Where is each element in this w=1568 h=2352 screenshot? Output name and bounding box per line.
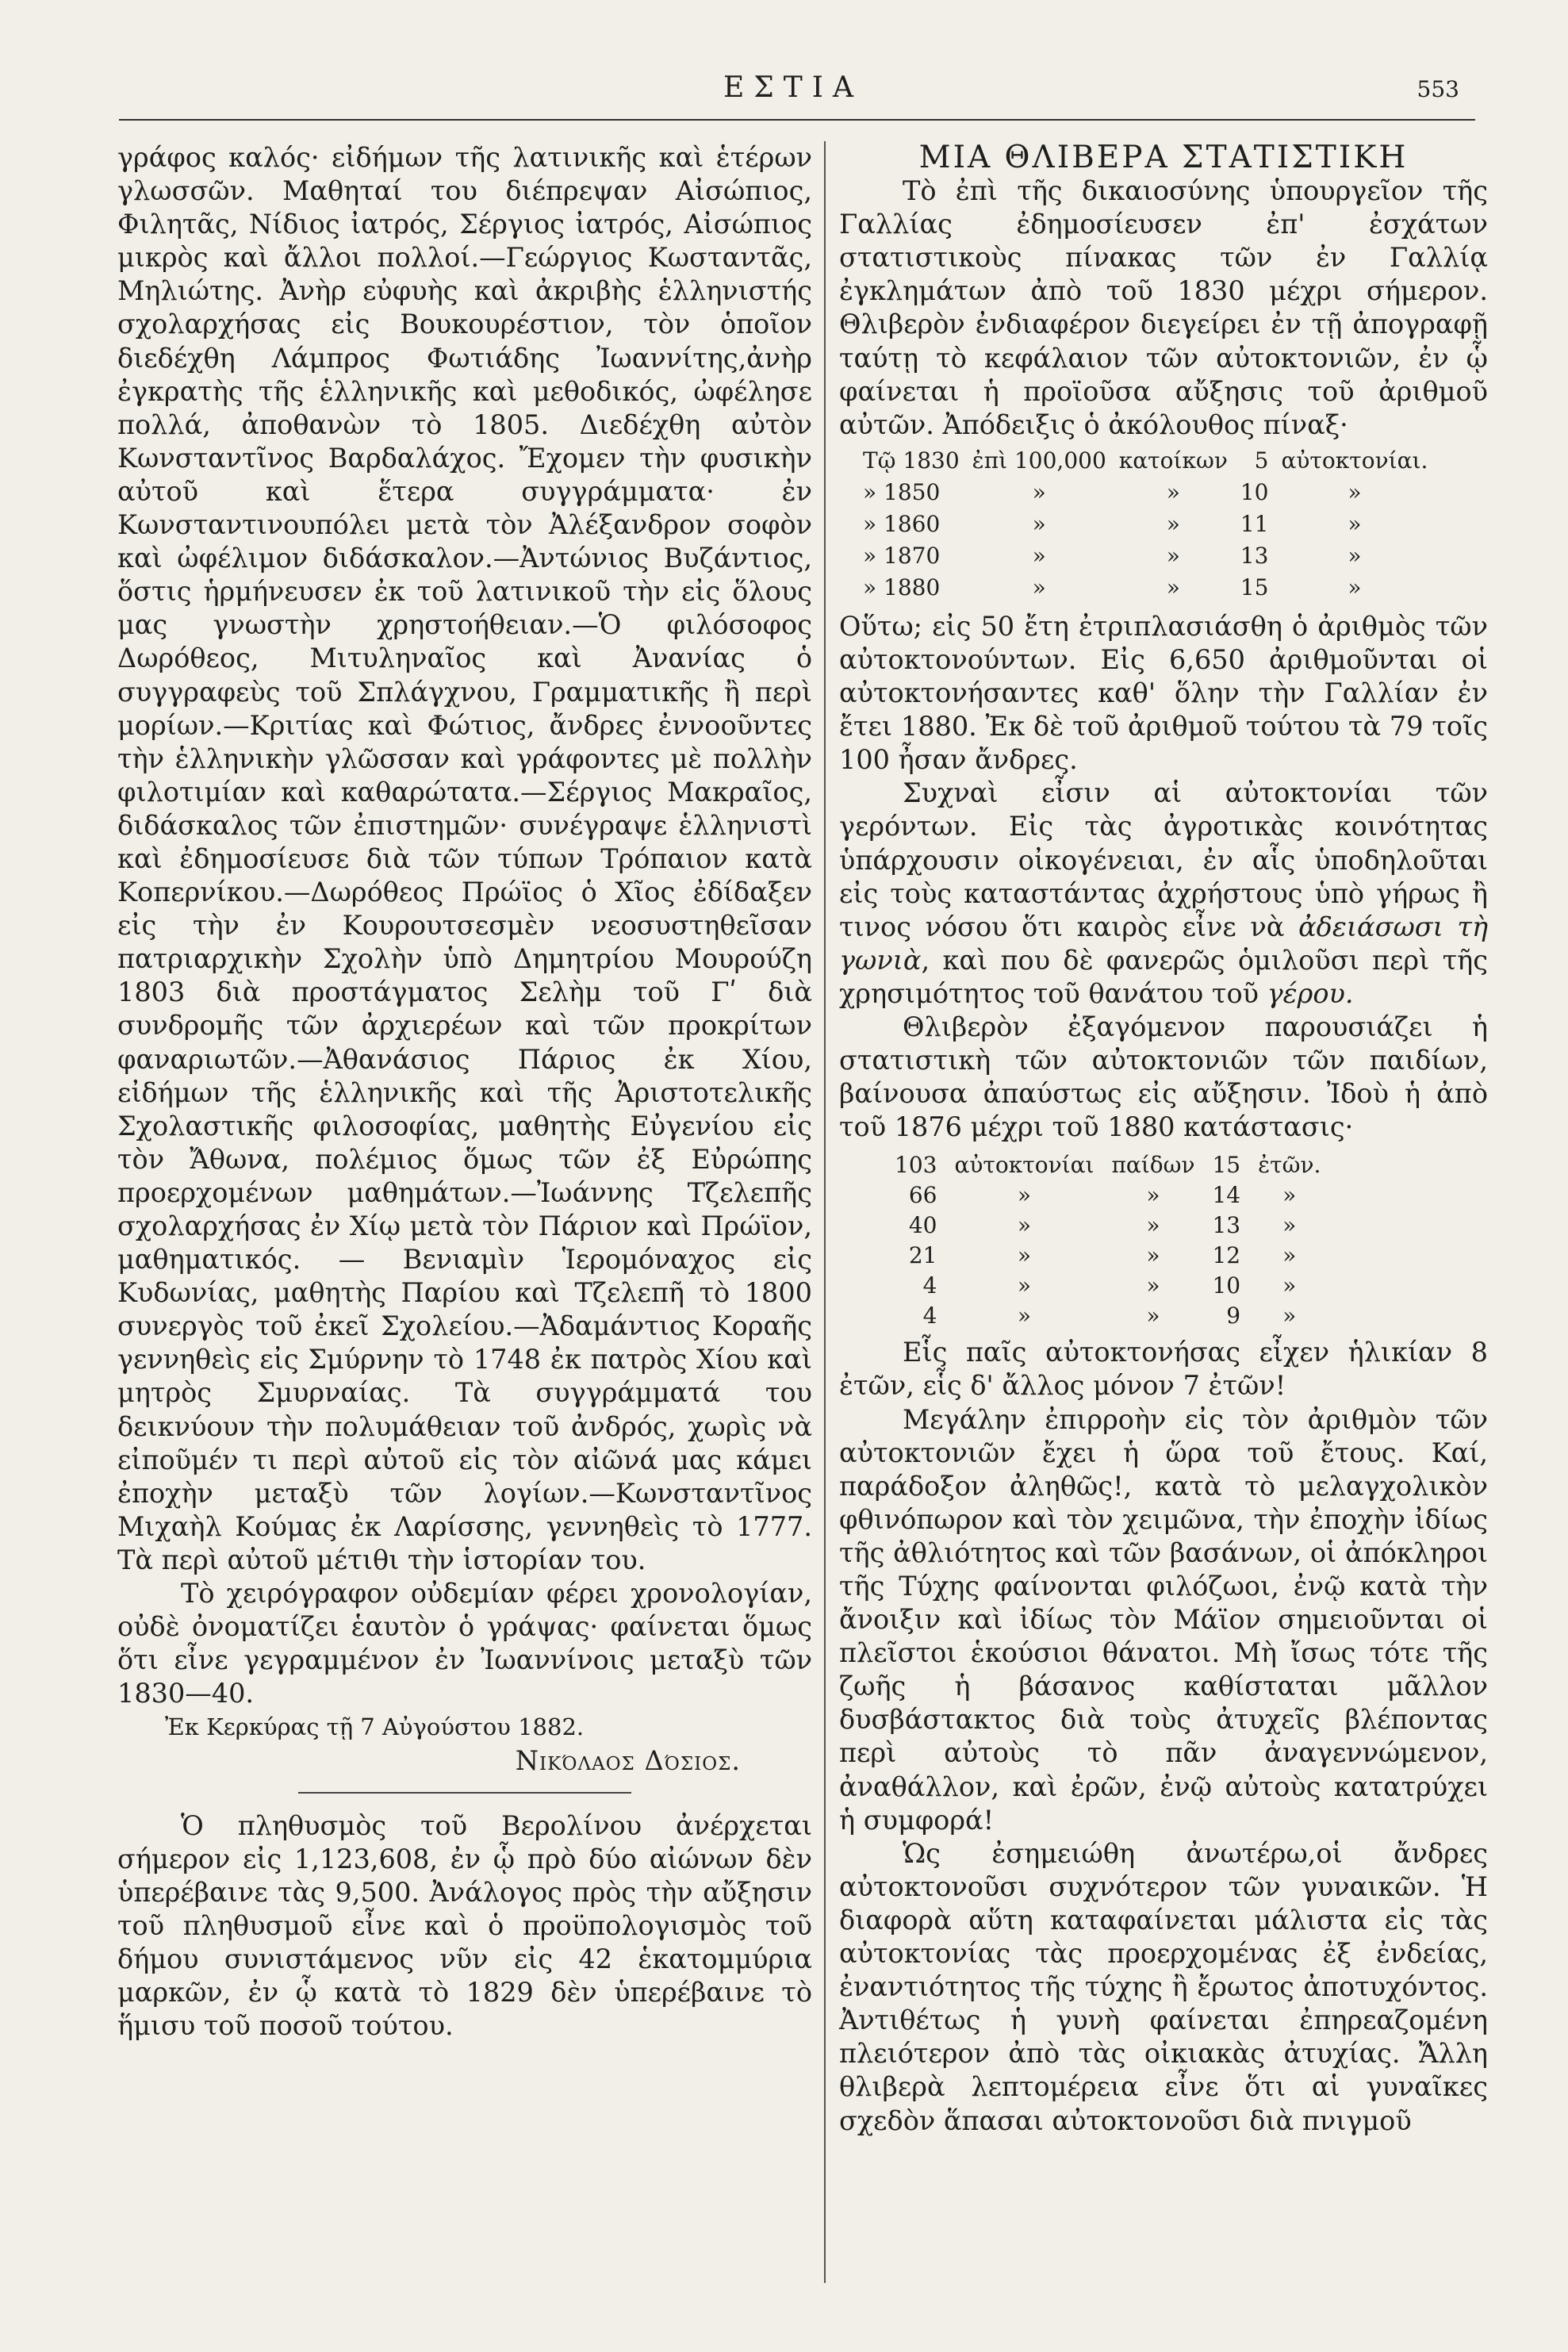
header-rule (119, 119, 1475, 121)
author-signature: Νικόλαος Δόσιος. (515, 1744, 741, 1776)
journal-title: ΕΣΤΙΑ (723, 71, 863, 104)
table-cell: » 1870 (863, 542, 941, 569)
table-row (895, 1241, 1338, 1271)
table-cell: » (1166, 542, 1180, 569)
table-cell: 14 (1212, 1182, 1241, 1209)
right-column (839, 141, 1488, 2138)
table-cell: » (1282, 1272, 1297, 1299)
children-suicide-table (895, 1150, 1338, 1331)
tripled-paragraph: Οὕτω; εἰς 50 ἔτη ἐτριπλασιάσθη ὁ ἀριθμὸς τῶν αὐτοκτονούντων. Εἰς 6,650 ἀριθμοῦνται οἱ αὐτοκτονήσαντες καθ' ὅλην τὴν Γαλλίαν ἐν ἔτει 1880. Ἐκ δὲ τοῦ ἀριθμοῦ τούτου τὰ 79 τοῖς 100 ἦσαν ἄνδρες. (839, 610, 1488, 776)
table-cell: » (1017, 1272, 1032, 1299)
table-row (895, 1301, 1338, 1331)
table-cell: 13 (1212, 1212, 1241, 1239)
table-cell: » (1032, 510, 1046, 537)
table-cell: κατοίκων (1118, 447, 1228, 474)
table-cell: 66 (908, 1182, 937, 1209)
table-cell: » (1282, 1303, 1297, 1329)
table-cell: » (1282, 1242, 1297, 1269)
dateline: Ἐκ Κερκύρας τῇ 7 Αὐγούστου 1882. (165, 1713, 585, 1741)
scholars-paragraph: γράφος καλός· εἰδήμων τῆς λατινικῆς καὶ ἑτέρων γλωσσῶν. Μαθηταί του διέπρεψαν Αἰσώπιος, Φιλητᾶς, Νίδιος ἰατρός, Σέργιος ἰατρός, Αἰσώπιος μικρὸς καὶ ἄλλοι πολλοί.—Γεώργιος Κωσταντᾶς, Μηλιώτης. Ἀνὴρ εὐφυὴς καὶ ἀκριβὴς ἑλληνιστής σχολαρχήσας εἰς Βουκουρέστιον, τὸν ὁποῖον διεδέχθη Λάμπρος Φωτιάδης Ἰωαννίτης,ἀνὴρ ἐγκρατὴς τῆς ἑλληνικῆς καὶ μεθοδικός, ὠφέλησε πολλά, ἀποθανὼν τὸ 1805. Διεδέχθη αὐτὸν Κωνσταντῖνος Βαρδαλάχος. Ἔχομεν τὴν φυσικὴν αὐτοῦ καὶ ἕτερα συγγράμματα· ἐν Κωνσταντινουπόλει μετὰ τὸν Ἀλέξανδρον σοφὸν καὶ ὠφέλιμον διδάσκαλον.—Ἀντώνιος Βυζάντιος, ὅστις ἡρμήνευσεν ἐκ τοῦ λατινικοῦ τὴν εἰς ὅλους μας γνωστὴν χρηστοήθειαν.—Ὁ φιλόσοφος Δωρόθεος, Μιτυληναῖος καὶ Ἀνανίας ὁ συγγραφεὺς τοῦ Σπλάγχνου, Γραμματικῆς ἢ περὶ μορίων.—Κριτίας καὶ Φώτιος, ἄνδρες ἐννοοῦντες τὴν ἑλληνικὴν γλῶσσαν καὶ γράφοντες μὲ πολλὴν φιλοτιμίαν καὶ καθαρώτατα.—Σέργιος Μακραῖος, διδάσκαλος τῶν ἐπιστημῶν· συνέγραψε ἑλληνιστὶ καὶ ἐδημοσίευσε διὰ τῶν τύπων Τρόπαιον κατὰ Κοπερνίκου.—Δωρόθεος Πρώϊος ὁ Χῖος ἐδίδαξεν εἰς τὴν ἐν Κουρουτσεσμὲν νεοσυστηθεῖσαν πατριαρχικὴν Σχολὴν ὑπὸ Δημητρίου Μουρούζη 1803 διὰ προστάγματος Σελὴμ τοῦ Γʹ διὰ συνδρομῆς τῶν ἀρχιερέων καὶ τῶν προκρίτων φαναριωτῶν.—Ἀθανάσιος Πάριος ἐκ Χίου, εἰδήμων τῆς ἑλληνικῆς καὶ τῆς Ἀριστοτελικῆς Σχολαστικῆς φιλοσοφίας, μαθητὴς Εὐγενίου εἰς τὸν Ἄθωνα, πολέμιος ὅμως τῶν ἐξ Εὐρώπης προερχομένων μαθημάτων.—Ἰωάννης Τζελεπῆς σχολαρχήσας ἐν Χίῳ μετὰ τὸν Πάριον καὶ Πρώϊον, μαθηματικός. — Βενιαμὶν Ἱερομόναχος εἰς Κυδωνίας, μαθητὴς Παρίου καὶ Τζελεπῆ τὸ 1800 συνεργὸς τοῦ ἐκεῖ Σχολείου.—Ἀδαμάντιος Κοραῆς γεννηθεὶς εἰς Σμύρνην τὸ 1748 ἐκ πατρὸς Χίου καὶ μητρὸς Σμυρναίας. Τὰ συγγράμματά του δεικνύουν τὴν πολυμάθειαν τοῦ ἀνδρός, χωρὶς νὰ εἰποῦμέν τι περὶ αὐτοῦ εἰς τὸν αἰῶνά μας κάμει ἐποχὴν μεταξὺ τῶν λογίων.—Κωνσταντῖνος Μιχαὴλ Κούμας ἐκ Λαρίσσης, γεννηθεὶς τὸ 1777. Τὰ περὶ αὐτοῦ μέτιθι τὴν ἱστορίαν του. (117, 142, 812, 1575)
table-cell: » (1146, 1182, 1160, 1209)
table-cell: » (1032, 574, 1046, 600)
table-cell: 12 (1212, 1242, 1241, 1269)
elderly-idiom: ἀδειάσωσι τὴ γωνιὰ (839, 911, 1489, 976)
table-cell: παίδων (1111, 1152, 1195, 1179)
intro-paragraph: Τὸ ἐπὶ τῆς δικαιοσύνης ὑπουργεῖον τῆς Γαλλίας ἐδημοσίευσεν ἐπ' ἐσχάτων στατιστικοὺς πίνακας τῶν ἐν Γαλλίᾳ ἐγκλημάτων ἀπὸ τοῦ 1830 μέχρι σήμερον. Θλιβερὸν ἐνδιαφέρον διεγείρει ἐν τῇ ἀπογραφῇ ταύτῃ τὸ κεφάλαιον τῶν αὐτοκτονιῶν, ἐν ᾧ φαίνεται ἡ προϊοῦσα αὔξησις τοῦ ἀριθμοῦ αὐτῶν. Ἀπόδειξις ὁ ἀκόλουθος πίναξ· (839, 175, 1488, 440)
elderly-text: Συχναὶ εἶσιν αἱ αὐτοκτονίαι τῶν γερόντων. Εἰς τὰς ἀγροτικὰς κοινότητας ὑπάρχουσιν οἰκογένειαι, ἐν αἷς ὑποδηλοῦται εἰς τοὺς καταστάντας ἀχρήστους ὑπὸ γήρως ἢ τινος νόσου ὅτι καιρὸς εἶνε νὰ (839, 777, 1488, 942)
left-column (117, 141, 812, 2043)
table-cell: » (1282, 1212, 1297, 1239)
table-row (863, 540, 1440, 572)
table-row (863, 508, 1440, 540)
table-row (863, 445, 1440, 477)
table-cell: » (1166, 510, 1180, 537)
page-header (119, 71, 1467, 111)
table-row (863, 572, 1440, 604)
suicide-rate-table (863, 445, 1440, 604)
table-cell: 4 (922, 1303, 937, 1329)
table-cell: » (1032, 542, 1046, 569)
table-cell: 9 (1226, 1303, 1241, 1329)
article-separator (298, 1792, 631, 1794)
table-cell: » 1860 (863, 510, 941, 537)
season-paragraph: Μεγάλην ἐπιρροὴν εἰς τὸν ἀριθμὸν τῶν αὐτοκτονιῶν ἔχει ἡ ὥρα τοῦ ἔτους. Καί, παράδοξον ἀληθῶς!, κατὰ τὸ μελαγχολικὸν φθινόπωρον καὶ τὸν χειμῶνα, τὴν ἐποχὴν ἰδίως τῆς ἀθλιότητος καὶ τῶν βασάνων, οἱ ἀπόκληροι τῆς Τύχης φαίνονται φιλόζωοι, ἐνῷ κατὰ τὴν ἄνοιξιν καὶ ἰδίως τὸν Μάϊον σημειοῦνται οἱ πλεῖστοι ἑκούσιοι θάνατοι. Μὴ ἴσως τότε τῆς ζωῆς ἡ βάσανος καθίσταται μᾶλλον δυσβάστακτος διὰ τοὺς ἀτυχεῖς βλέποντας περὶ αὐτοὺς τὸ πᾶν ἀναγεννώμενον, ἀναθάλλον, καὶ ἐρῶν, ἐνῷ αὐτοὺς κατατρύχει ἡ συμφορά! (839, 1403, 1488, 1836)
manuscript-paragraph: Τὸ χειρόγραφον οὐδεμίαν φέρει χρονολογίαν, οὐδὲ ὀνοματίζει ἑαυτὸν ὁ γράψας· φαίνεται ὅμως ὅτι εἶνε γεγραμμένον ἐν Ἰωαννίνοις μεταξὺ τῶν 1830—40. (117, 1578, 812, 1709)
table-cell: » (1166, 478, 1180, 505)
table-cell: » (1348, 478, 1362, 505)
table-row (895, 1180, 1338, 1211)
table-cell: 11 (1240, 510, 1269, 537)
table-cell: » (1146, 1242, 1160, 1269)
table-cell: Τῷ 1830 (863, 447, 960, 474)
table-cell: 10 (1212, 1272, 1241, 1299)
table-cell: » (1017, 1212, 1032, 1239)
column-divider (824, 141, 826, 2283)
gender-paragraph: Ὡς ἐσημειώθη ἀνωτέρω,οἱ ἄνδρες αὐτοκτονοῦσι συχνότερον τῶν γυναικῶν. Ἡ διαφορὰ αὕτη καταφαίνεται μάλιστα εἰς τὰς αὐτοκτονίας τὰς προερχομένας ἐξ ἐνδείας, ἐναντιότητος τῆς τύχης ἢ ἔρωτος ἀποτυχόντος. Ἀντιθέτως ἡ γυνὴ φαίνεται ἐπηρεαζομένη πλειότερον ἀπὸ τὰς οἰκιακὰς ἀτυχίας. Ἄλλη θλιβερὰ λεπτομέρεια εἶνε ὅτι αἱ γυναῖκες σχεδὸν ἅπασαι αὐτοκτονοῦσι διὰ πνιγμοῦ (839, 1837, 1488, 2136)
table-cell: 21 (908, 1242, 937, 1269)
children-paragraph: Θλιβερὸν ἐξαγόμενον παρουσιάζει ἡ στατιστικὴ τῶν αὐτοκτονιῶν τῶν παιδίων, βαίνουσα ἀπαύστως εἰς αὔξησιν. Ἰδοὺ ἡ ἀπὸ τοῦ 1876 μέχρι τοῦ 1880 κατάστασις· (839, 1011, 1488, 1143)
table-cell: » (1032, 478, 1046, 505)
table-cell: 4 (922, 1272, 937, 1299)
table-cell: 13 (1240, 542, 1269, 569)
table-cell: 10 (1240, 478, 1269, 505)
table-cell: » (1348, 510, 1362, 537)
elderly-paragraph (839, 777, 1488, 1011)
table-cell: 15 (1212, 1152, 1241, 1179)
table-cell: » (1166, 574, 1180, 600)
table-cell: » (1017, 1182, 1032, 1209)
table-cell: ἐπὶ 100,000 (972, 447, 1106, 474)
page-number: 553 (1417, 76, 1459, 102)
table-cell: » (1017, 1303, 1032, 1329)
table-cell: ἐτῶν. (1258, 1152, 1321, 1179)
table-cell: » (1146, 1303, 1160, 1329)
table-cell: αὐτοκτονίαι. (1281, 447, 1428, 474)
berlin-paragraph: Ὁ πληθυσμὸς τοῦ Βερολίνου ἀνέρχεται σήμερον εἰς 1,123,608, ἐν ᾧ πρὸ δύο αἰώνων δὲν ὑπερέβαινε τὰς 9,500. Ἀνάλογος πρὸς τὴν αὔξησιν τοῦ πληθυσμοῦ εἶνε καὶ ὁ προϋπολογισμὸς τοῦ δήμου συνιστάμενος νῦν εἰς 42 ἑκατομμύρια μαρκῶν, ἐν ᾧ κατὰ τὸ 1829 δὲν ὑπερέβαινε τὸ ἥμισυ τοῦ ποσοῦ τούτου. (117, 1809, 812, 2042)
table-row (895, 1271, 1338, 1301)
table-cell: » (1348, 542, 1362, 569)
table-cell: » (1348, 574, 1362, 600)
table-cell: » (1017, 1242, 1032, 1269)
table-cell: αὐτοκτονίαι (954, 1152, 1095, 1179)
table-cell: 15 (1240, 574, 1269, 600)
table-cell: » (1282, 1182, 1297, 1209)
table-row (895, 1150, 1338, 1180)
table-cell: 5 (1254, 447, 1269, 474)
article-title: ΜΙΑ ΘΛΙΒΕΡΑ ΣΤΑΤΙΣΤΙΚΗ (918, 140, 1409, 175)
table-cell: » (1146, 1212, 1160, 1239)
table-cell: » 1850 (863, 478, 941, 505)
table-cell: 103 (895, 1152, 937, 1179)
youngest-paragraph: Εἷς παῖς αὐτοκτονήσας εἶχεν ἡλικίαν 8 ἐτῶν, εἷς δ' ἄλλος μόνον 7 ἐτῶν! (839, 1337, 1488, 1402)
table-row (863, 477, 1440, 508)
elderly-text: , καὶ που δὲ φανερῶς ὁμιλοῦσι περὶ τῆς χρησιμότητος τοῦ θανάτου τοῦ (839, 944, 1488, 1009)
table-cell: » 1880 (863, 574, 941, 600)
elderly-idiom: γέρου. (1267, 977, 1354, 1009)
table-cell: 40 (908, 1212, 937, 1239)
table-cell: » (1146, 1272, 1160, 1299)
table-row (895, 1211, 1338, 1241)
